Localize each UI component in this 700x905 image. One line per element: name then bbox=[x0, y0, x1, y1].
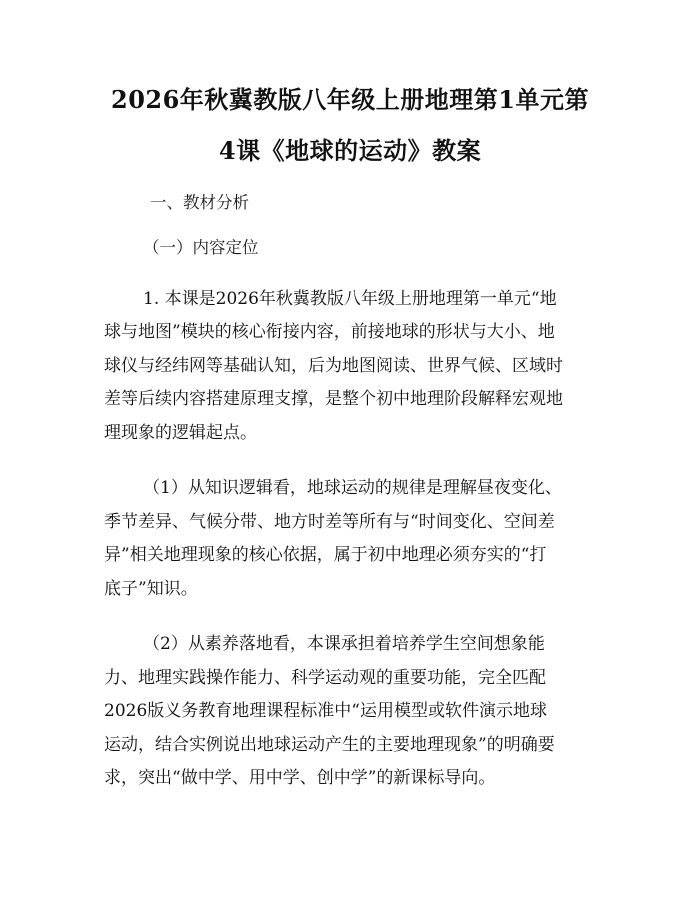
document-title-line-2: 4课《地球的运动》教案 bbox=[218, 136, 482, 165]
paragraph-3-line-3: 2026版义务教育地理课程标准中“运用模型或软件演示地球 bbox=[104, 701, 547, 721]
paragraph-1-line-1: 1. 本课是2026年秋冀教版八年级上册地理第一单元“地 bbox=[143, 289, 557, 309]
paragraph-1-line-4: 差等后续内容搭建原理支撑，是整个初中地理阶段解释宏观地 bbox=[104, 389, 563, 409]
section-heading: 一、教材分析 bbox=[150, 193, 249, 212]
paragraph-3-line-4: 运动，结合实例说出地球运动产生的主要地理现象”的明确要 bbox=[104, 735, 555, 755]
paragraph-2-line-2: 季节差异、气候分带、地方时差等所有与“时间变化、空间差 bbox=[104, 512, 555, 532]
paragraph-3-line-1: （2）从素养落地看，本课承担着培养学生空间想象能 bbox=[143, 634, 545, 654]
paragraph-2-line-3: 异”相关地理现象的核心依据，属于初中地理必须夯实的“打 bbox=[104, 545, 547, 565]
paragraph-1-line-2: 球与地图”模块的核心衔接内容，前接地球的形状与大小、地 bbox=[104, 322, 555, 342]
paragraph-1-line-3: 球仪与经纬网等基础认知，后为地图阅读、世界气候、区域时 bbox=[104, 356, 563, 376]
subsection-heading: （一）内容定位 bbox=[143, 238, 259, 257]
paragraph-1-line-5: 理现象的逻辑起点。 bbox=[104, 423, 257, 443]
paragraph-2-line-4: 底子”知识。 bbox=[104, 579, 198, 599]
paragraph-2-line-1: （1）从知识逻辑看，地球运动的规律是理解昼夜变化、 bbox=[143, 478, 562, 498]
document-title-line-1: 2026年秋冀教版八年级上册地理第1单元第 bbox=[111, 85, 589, 114]
paragraph-3-line-5: 求，突出“做中学、用中学、创中学”的新课标导向。 bbox=[104, 768, 496, 788]
paragraph-3-line-2: 力、地理实践操作能力、科学运动观的重要功能，完全匹配 bbox=[104, 668, 546, 688]
